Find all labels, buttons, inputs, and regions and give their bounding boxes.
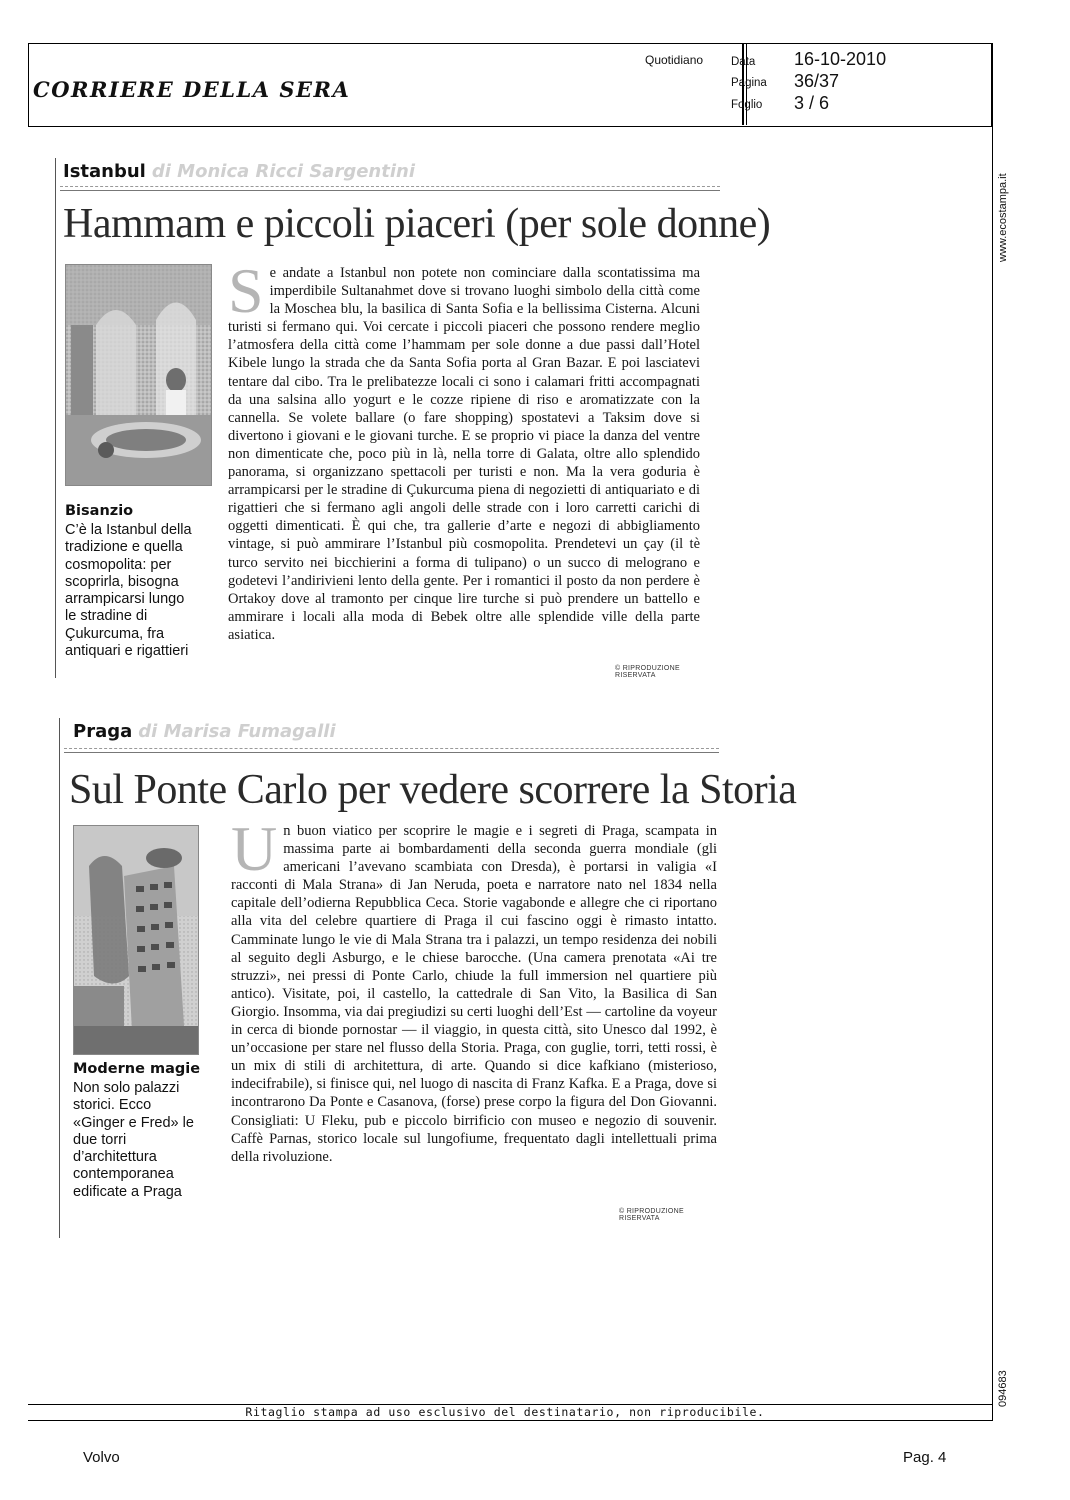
kicker bbox=[63, 161, 415, 182]
caption-line: Non solo palazzi bbox=[73, 1080, 180, 1096]
meta-sheet-label: Foglio bbox=[731, 99, 763, 111]
kicker-author: di Monica Ricci Sargentini bbox=[151, 161, 415, 182]
article-left-rule bbox=[55, 158, 56, 678]
body-text: n buon viatico per scoprire le magie e i segreti di Praga, scampata in massima parte ai bombardamenti della seconda guerra mondiale (gli americani l’avevano scambiata con Dresda), è portarsi in valigia «I racconti di Mala Strana» di Jan Neruda, poeta e narratore nato nel 1834 nella capitale dell’odierna Repubblica Ceca. Storie vagabonde e allegre che ci riportano alla vita del celebre quartiere di Praga il cui fascino oggi è rimasto intatto. Camminate lungo le vie di Mala Strana tra i palazzi, un tempo residenza dei nobili al seguito degli Asburgo, e le chiese barocche. (Una camera prenotata «Ai tre struzzi», nei pressi di Ponte Carlo, chiude la full immersion nel quartiere più antico). Visitate, poi, il castello, la cattedrale di San Vito, la Basilica di San Giorgio. Insomma, via dai pregiudizi su certi luoghi dell’Est — cartoline da voyeur in cerca di bionde pornostar — il viaggio, in questa città, sito Unesco dal 1992, è un’occasione per stare nel flusso della Storia. Praga, con guglie, torri, tetti rossi, è un mix di stili di architettura, di arte. Quando si dice kafkiano (misterioso, indecifrabile), si finisce qui, nel luogo di nascita di Franz Kafka. E a Praga, dove si incontrarono Da Ponte e Casanova, (forse) prese corpo la figura del Don Giovanni. Consigliati: U Fleku, pub e piccolo birrificio con museo e negozio di souvenir. Caffè Parnas, storico locale sul lungofiume, frequentato dagli intellettuali prima della rivoluzione. bbox=[231, 823, 717, 1165]
caption-line: due torri bbox=[73, 1131, 127, 1148]
caption-line: arrampicarsi lungo bbox=[65, 591, 185, 608]
caption-title: Moderne magie bbox=[73, 1061, 201, 1077]
publication-type: Quotidiano bbox=[645, 53, 704, 67]
hammam-illustration bbox=[66, 265, 212, 486]
caption-line: «Ginger e Fred» le bbox=[73, 1114, 194, 1131]
meta-page-value: 36/37 bbox=[794, 71, 840, 91]
headline: Hammam e piccoli piaceri (per sole donne) bbox=[63, 201, 771, 247]
kicker-rule bbox=[60, 190, 720, 191]
caption-line: C’è la Istanbul della bbox=[65, 522, 192, 538]
kicker-city: Praga bbox=[73, 721, 133, 742]
copyright: © RIPRODUZIONE RISERVATA bbox=[615, 665, 680, 679]
kicker-rule bbox=[64, 748, 719, 749]
headline: Sul Ponte Carlo per vedere scorrere la Storia bbox=[69, 767, 797, 813]
caption-line: cosmopolita: per bbox=[65, 556, 172, 573]
caption-line: antiquari e rigattieri bbox=[65, 643, 189, 660]
dancing-house-photo bbox=[73, 825, 199, 1055]
caption-line: contemporanea bbox=[73, 1166, 174, 1183]
kicker bbox=[73, 721, 336, 742]
kicker-rule bbox=[64, 752, 719, 753]
meta-page-label: Pagina bbox=[731, 77, 767, 89]
copyright: © RIPRODUZIONE RISERVATA bbox=[619, 1208, 684, 1222]
caption-line: le stradine di bbox=[65, 608, 148, 625]
article-body bbox=[231, 813, 717, 1166]
caption-line: edificate a Praga bbox=[73, 1183, 182, 1200]
page-number: Pag. 4 bbox=[903, 1449, 947, 1466]
kicker-city: Istanbul bbox=[63, 161, 146, 182]
caption-line: Çukurcuma, fra bbox=[65, 625, 165, 642]
drop-cap: U bbox=[231, 813, 278, 884]
masthead: CORRIERE DELLA SERA bbox=[33, 77, 351, 102]
side-border bbox=[992, 43, 993, 1421]
hammam-photo bbox=[65, 264, 212, 486]
footer-note: Ritaglio stampa ad uso esclusivo del destinatario, non riproducibile. bbox=[245, 1405, 765, 1419]
clip-code-vertical: 094683 bbox=[997, 1370, 1009, 1407]
caption bbox=[65, 522, 215, 660]
caption-title: Bisanzio bbox=[65, 503, 134, 519]
newspaper-header bbox=[28, 43, 992, 127]
kicker-author: di Marisa Fumagalli bbox=[138, 721, 336, 742]
caption-line: scoprirla, bisogna bbox=[65, 573, 179, 590]
meta-date-value: 16-10-2010 bbox=[794, 49, 887, 69]
article-praga bbox=[59, 718, 797, 1238]
article-body bbox=[228, 255, 700, 644]
meta-date-label: Data bbox=[731, 56, 756, 68]
dancing-house-illustration bbox=[74, 826, 199, 1055]
website-vertical: www.ecostampa.it bbox=[997, 173, 1009, 262]
meta-sheet-value: 3 / 6 bbox=[794, 93, 830, 113]
article-left-rule bbox=[59, 718, 60, 1238]
drop-cap: S bbox=[228, 255, 264, 326]
kicker-rule bbox=[60, 186, 720, 187]
body-text: e andate a Istanbul non potete non cominciare dalla scontatissima ma imperdibile Sultanahmet dove si trovano luoghi simbolo della città come la Moschea blu, la basilica di Santa Sofia e la bellissima Cisterna. Alcuni turisti si fermano qui. Voi cercate i piccoli piaceri che possono rendere meglio l’atmosfera della città come l’hammam per sole donne a due passi dall’Hotel Kibele lungo la strada che da Santa Sofia porta al Gran Bazar. E poi lasciatevi tentare dal cibo. Tra le prelibatezze locali ci sono i calamari fritti accompagnati da una salsina allo yogurt e le cozze ripiene di riso e aromatizzate con la cannella. Se volete ballare (o fare shopping) spostatevi a Taksim dove si divertono i giovani e le giovani turche. E se proprio vi piace la danza del ventre non dimenticate che, poco più in là, nella torre di Galata, oltre allo splendido panorama, si organizzano spettacoli per turisti e non. Ma la vera goduria è arrampicarsi per le stradine di Çukurcuma piena di negozietti di antiquariato e di rigattieri che si fermano agli angoli delle strade con i loro carretti carichi di oggetti dimenticati. È qui che, tra gallerie d’arte e negozi di abbigliamento vintage, si può ammirare l’Istanbul più cosmopolita. Prendetevi un çay (il tè turco servito nei bicchierini a forma di tulipano) o un succo di melograno e godetevi l’andirivieni lento della gente. Per i romantici il posto da non perdere è Ortakoy dove al tramonto per cinque lire turche si può prendere un battello e ammirare i locali alla moda di Bebek oltre alle splendide ville della parte asiatica. bbox=[228, 265, 700, 643]
footer-client: Volvo bbox=[83, 1449, 120, 1466]
caption-line: tradizione e quella bbox=[65, 539, 183, 556]
article-istanbul bbox=[55, 158, 771, 679]
caption-line: storici. Ecco bbox=[73, 1097, 152, 1114]
caption bbox=[73, 1080, 213, 1201]
caption-line: d’architettura bbox=[73, 1149, 157, 1166]
